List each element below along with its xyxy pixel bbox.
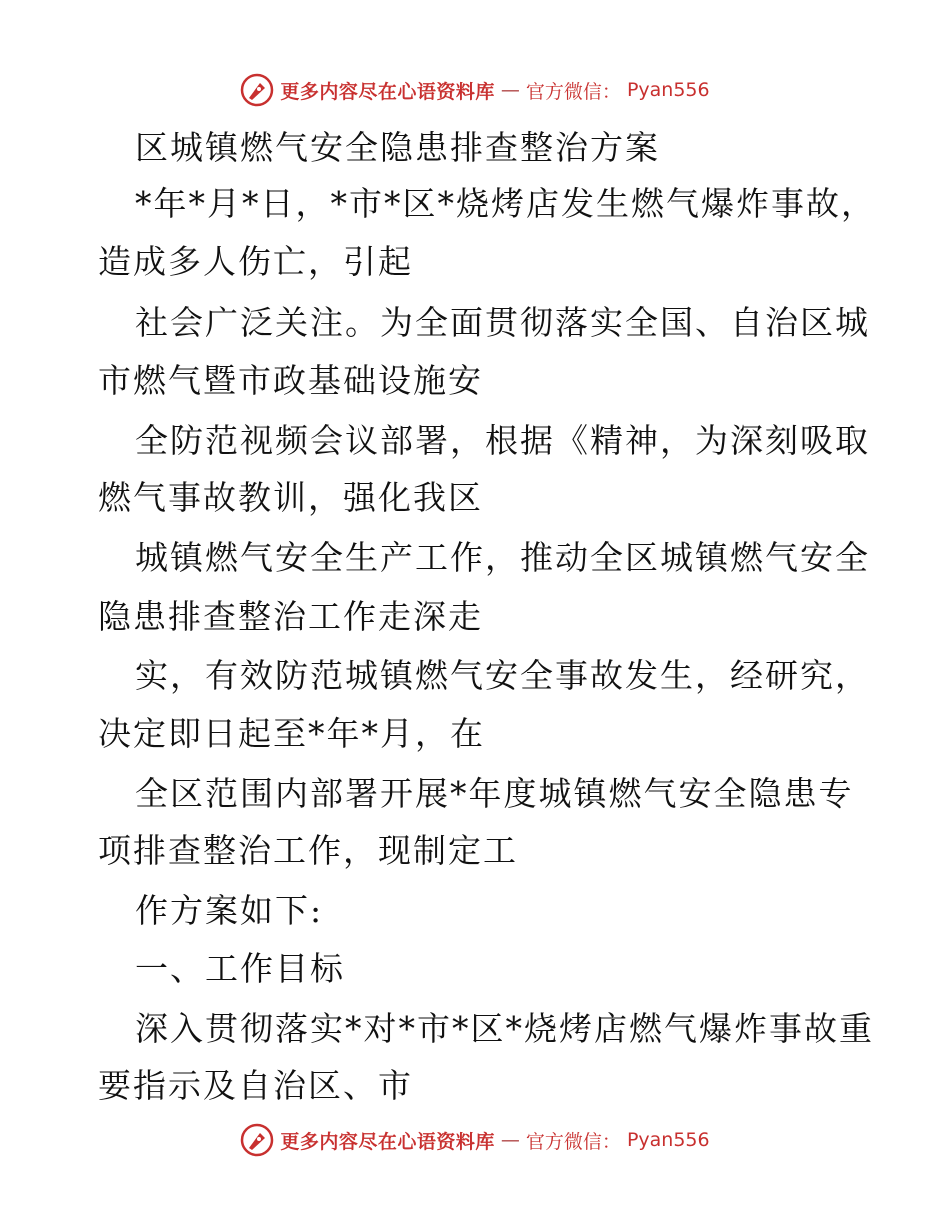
paragraph-line: 实，有效防范城镇燃气安全事故发生，经研究，: [135, 656, 870, 695]
wechat-label: 官方微信：: [525, 1130, 621, 1153]
paragraph-line: 作方案如下:: [135, 891, 324, 930]
banner-separator: —: [500, 1129, 520, 1151]
paragraph-line: 燃气事故教训，强化我区: [98, 478, 483, 517]
paragraph-line: 深入贯彻落实*对*市*区*烧烤店燃气爆炸事故重: [135, 1009, 874, 1048]
wechat-label: 官方微信：: [525, 80, 621, 103]
document-title: 区城镇燃气安全隐患排查整治方案: [135, 128, 660, 167]
paragraph-line: *年*月*日，*市*区*烧烤店发生燃气爆炸事故，: [135, 184, 876, 223]
pen-nib-logo-icon: [240, 73, 274, 107]
paragraph-line: 项排查整治工作，现制定工: [98, 831, 518, 870]
paragraph-line: 市燃气暨市政基础设施安: [98, 361, 483, 400]
pen-nib-logo-icon: [240, 1123, 274, 1157]
ad-text: 更多内容尽在心语资料库: [280, 80, 495, 103]
paragraph-line: 全区范围内部署开展*年度城镇燃气安全隐患专: [135, 774, 854, 813]
wechat-id: Pyan556: [626, 79, 710, 101]
footer-banner: [0, 1120, 950, 1160]
wechat-id: Pyan556: [626, 1129, 710, 1151]
paragraph-line: 全防范视频会议部署，根据《精神，为深刻吸取: [135, 421, 870, 460]
ad-text: 更多内容尽在心语资料库: [280, 1130, 495, 1153]
header-banner: [0, 70, 950, 110]
paragraph-line: 城镇燃气安全生产工作，推动全区城镇燃气安全: [135, 538, 870, 577]
paragraph-line: 隐患排查整治工作走深走: [98, 597, 483, 636]
paragraph-line: 决定即日起至*年*月，在: [98, 714, 485, 753]
banner-separator: —: [500, 79, 520, 101]
section-heading: 一、工作目标: [135, 949, 345, 988]
paragraph-line: 社会广泛关注。为全面贯彻落实全国、自治区城: [135, 303, 870, 342]
paragraph-line: 要指示及自治区、市: [98, 1066, 413, 1105]
paragraph-line: 造成多人伤亡，引起: [98, 242, 413, 281]
